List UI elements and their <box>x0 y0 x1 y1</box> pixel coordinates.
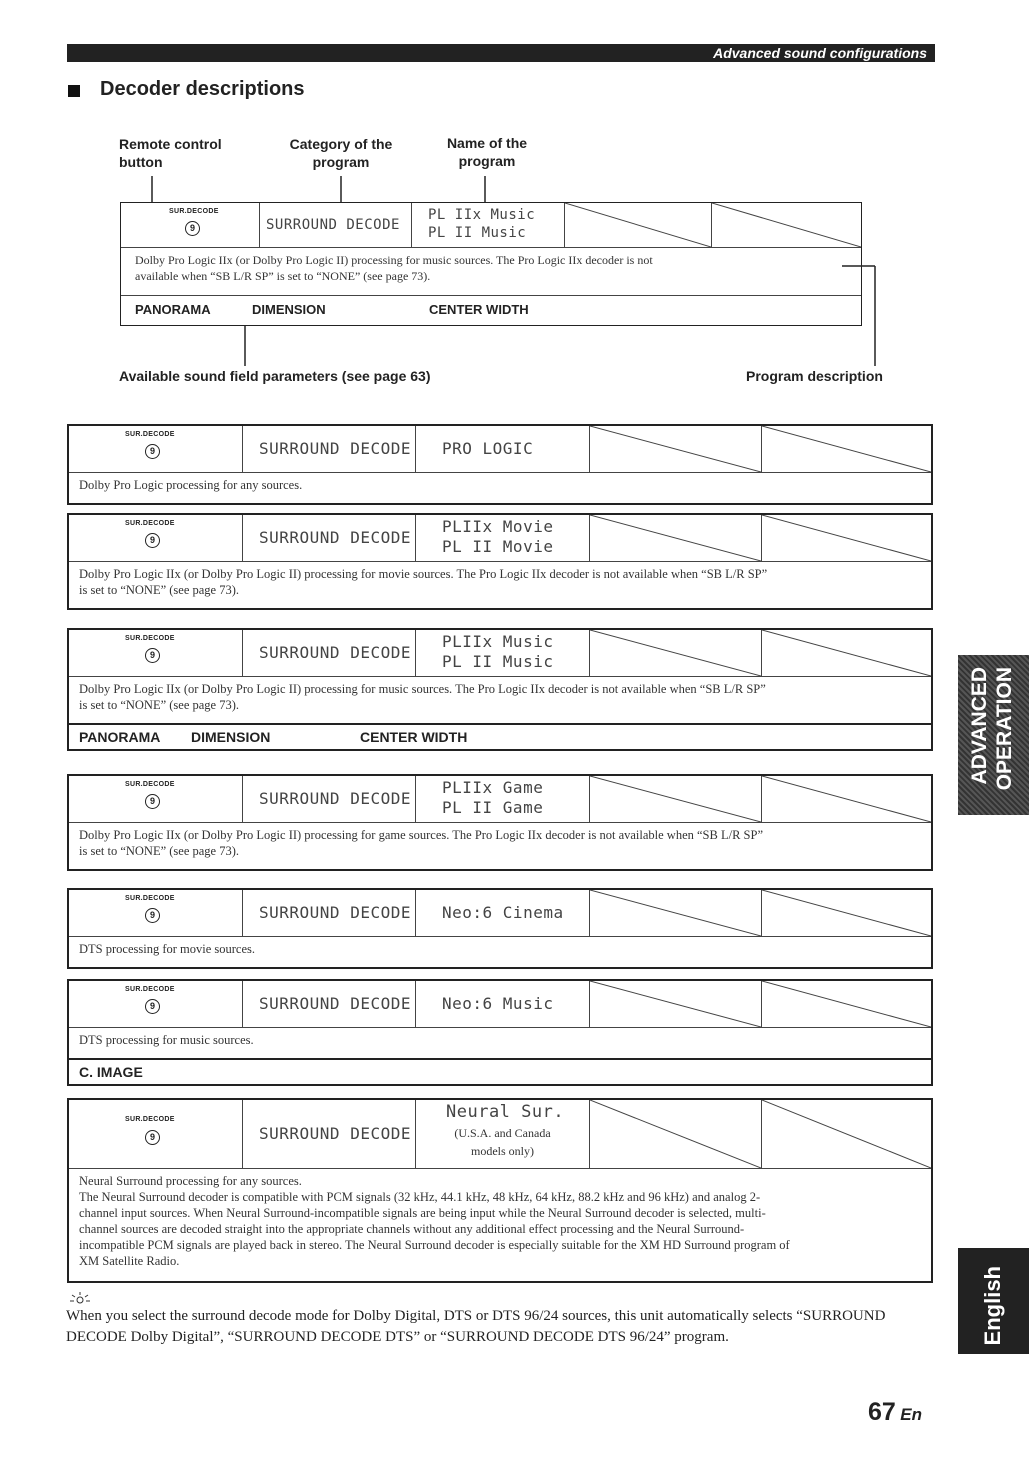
button-label: SUR.DECODE <box>125 1116 175 1123</box>
program-name-cell <box>416 776 590 822</box>
description-line: Neural Surround processing for any sources. <box>79 1174 302 1188</box>
program-name-cell <box>416 1100 590 1168</box>
program-description <box>69 823 931 869</box>
display-cell <box>762 776 931 822</box>
remote-button-cell <box>69 776 243 822</box>
program-block <box>67 628 933 725</box>
display-cell <box>762 515 931 561</box>
program-name-line: PLIIx Movie <box>442 517 554 536</box>
button-label: SUR.DECODE <box>125 520 175 527</box>
category-cell <box>243 1100 416 1168</box>
description-line: Dolby Pro Logic IIx (or Dolby Pro Logic II) processing for music sources. The Pro Logic IIx decoder is not available when “SB L/R SP” <box>79 682 766 696</box>
remote-button-cell <box>69 426 243 472</box>
lightbulb-icon <box>68 1292 92 1306</box>
category-text: SURROUND DECODE <box>259 643 411 662</box>
param-label: PANORAMA <box>135 302 211 317</box>
program-description <box>69 1169 931 1281</box>
program-description <box>69 677 931 723</box>
program-name-line: Neo:6 Cinema <box>442 903 564 922</box>
button-label: SUR.DECODE <box>125 781 175 788</box>
description-line: channel sources are decoded straight into the appropriate channels without any additional effect processing and the Neural Surround- <box>79 1222 745 1236</box>
description-line: is set to “NONE” (see page 73). <box>79 583 240 597</box>
header-title: Advanced sound configurations <box>713 45 927 61</box>
param-label: CENTER WIDTH <box>429 302 529 317</box>
blank-display-slash <box>565 203 711 247</box>
button-label: SUR.DECODE <box>125 431 175 438</box>
remote-button-cell <box>69 890 243 936</box>
desc-caption: Program description <box>746 368 883 384</box>
blank-display-slash <box>762 630 931 676</box>
description-line: Dolby Pro Logic IIx (or Dolby Pro Logic II) processing for game sources. The Pro Logic IIx decoder is not available when “SB L/R SP” <box>79 828 763 842</box>
program-name-line: PRO LOGIC <box>442 439 534 458</box>
display-cell <box>762 630 931 676</box>
sur-decode-button-icon: 9 <box>145 533 160 548</box>
sur-decode-button-icon: 9 <box>145 999 160 1014</box>
description-line: channel input sources. When Neural Surround-incompatible signals are being input while the Neural Surround decoder is selected, multi- <box>79 1206 766 1220</box>
remote-button-cell <box>69 515 243 561</box>
remote-button-cell <box>69 1100 243 1168</box>
param-row <box>67 725 933 751</box>
button-label: SUR.DECODE <box>125 986 175 993</box>
blank-display-slash <box>590 426 761 472</box>
description-line: DTS processing for movie sources. <box>79 942 256 956</box>
remote-button-cell <box>69 630 243 676</box>
program-block <box>67 1098 933 1283</box>
display-cell <box>762 890 931 936</box>
blank-display-slash <box>762 981 931 1027</box>
category-cell <box>243 630 416 676</box>
blank-display-slash <box>762 515 931 561</box>
params-caption: Available sound field parameters (see page 63) <box>119 368 431 384</box>
legend-connectors <box>0 0 1029 400</box>
description-line: is set to “NONE” (see page 73). <box>79 698 240 712</box>
category-cell <box>243 890 416 936</box>
program-block <box>67 979 933 1060</box>
program-name-line: Neo:6 Music <box>442 994 554 1013</box>
description-line: available when “SB L/R SP” is set to “NONE” (see page 73). <box>135 269 431 283</box>
legend-program-name: Name of the program <box>446 135 528 169</box>
legend-category: Category of the program <box>289 136 393 170</box>
display-cell <box>590 1100 762 1168</box>
program-name-cell <box>416 630 590 676</box>
blank-display-slash <box>590 630 761 676</box>
tip-line: When you select the surround decode mode for Dolby Digital, DTS or DTS 96/24 sources, this unit automatically selects “SURROUND <box>66 1308 886 1324</box>
display-cell <box>762 426 931 472</box>
tip-text <box>66 1306 885 1348</box>
description-line: incompatible PCM signals are played back in stereo. The Neural Surround decoder is especially suitable for the XM HD Surround program of <box>79 1238 790 1252</box>
program-description <box>69 1028 931 1058</box>
program-block <box>67 424 933 505</box>
side-tab-english: English <box>958 1248 1029 1354</box>
program-name-line: PLIIx Game <box>442 778 544 797</box>
blank-display-slash <box>590 1100 761 1168</box>
description-line: Dolby Pro Logic IIx (or Dolby Pro Logic II) processing for music sources. The Pro Logic IIx decoder is not <box>135 253 653 267</box>
blank-display-slash <box>590 515 761 561</box>
program-name-line: PL II Movie <box>442 537 554 556</box>
category-cell <box>243 776 416 822</box>
param-label: C. IMAGE <box>79 1064 143 1080</box>
category-text: SURROUND DECODE <box>259 789 411 808</box>
section-title: Decoder descriptions <box>100 78 305 100</box>
display-cell <box>590 630 762 676</box>
description-line: is set to “NONE” (see page 73). <box>79 844 240 858</box>
button-label: SUR.DECODE <box>125 895 175 902</box>
category-cell <box>243 515 416 561</box>
program-name-cell <box>416 515 590 561</box>
program-name-cell <box>416 426 590 472</box>
description-line: XM Satellite Radio. <box>79 1254 180 1268</box>
display-cell <box>590 890 762 936</box>
param-row <box>67 1060 933 1086</box>
category-text: SURROUND DECODE <box>259 994 411 1013</box>
category-text: SURROUND DECODE <box>259 439 411 458</box>
description-line: The Neural Surround decoder is compatible with PCM signals (32 kHz, 44.1 kHz, 48 kHz, 64 kHz, 88.2 kHz and 96 kHz) and analog 2- <box>79 1190 761 1204</box>
description-line: DTS processing for music sources. <box>79 1033 254 1047</box>
sur-decode-button-icon: 9 <box>145 1130 160 1145</box>
program-description <box>69 473 931 503</box>
program-block <box>67 888 933 969</box>
page-number: 67 En <box>868 1398 922 1426</box>
program-name-line: PL II Music <box>442 652 554 671</box>
blank-display-slash <box>590 776 761 822</box>
program-name-line: PL IIx Music <box>428 207 536 223</box>
program-description <box>69 562 931 608</box>
legend-example-block <box>120 202 862 326</box>
program-description <box>69 937 931 967</box>
category-cell <box>243 426 416 472</box>
blank-display-slash <box>762 890 931 936</box>
program-name-cell <box>416 981 590 1027</box>
blank-display-slash <box>712 203 861 247</box>
sur-decode-button-icon: 9 <box>145 648 160 663</box>
program-block <box>67 513 933 610</box>
category-text: SURROUND DECODE <box>259 1124 411 1143</box>
tip-line: DECODE Dolby Digital”, “SURROUND DECODE DTS” or “SURROUND DECODE DTS 96/24” program. <box>66 1329 729 1345</box>
program-name-cell <box>416 890 590 936</box>
category-text: SURROUND DECODE <box>259 528 411 547</box>
category-cell <box>243 981 416 1027</box>
display-cell <box>762 981 931 1027</box>
display-cell <box>762 1100 931 1168</box>
display-cell <box>590 426 762 472</box>
sur-decode-button-icon: 9 <box>145 794 160 809</box>
button-label: SUR.DECODE <box>169 208 219 215</box>
blank-display-slash <box>762 776 931 822</box>
program-name-note: (U.S.A. and Canada models only) <box>454 1126 551 1158</box>
program-block <box>67 774 933 871</box>
side-tab-advanced-operation: ADVANCED OPERATION <box>958 655 1029 815</box>
description-line: Dolby Pro Logic processing for any sources. <box>79 478 303 492</box>
program-name-line: Neural Sur. <box>446 1102 565 1122</box>
blank-display-slash <box>590 890 761 936</box>
param-label: CENTER WIDTH <box>360 729 468 745</box>
display-cell <box>590 776 762 822</box>
sur-decode-button-icon: 9 <box>145 444 160 459</box>
display-cell <box>590 515 762 561</box>
remote-button-cell <box>69 981 243 1027</box>
sur-decode-button-icon: 9 <box>185 221 200 236</box>
blank-display-slash <box>762 426 931 472</box>
category-text: SURROUND DECODE <box>259 903 411 922</box>
legend-remote-button: Remote control button <box>119 136 222 170</box>
category-text: SURROUND DECODE <box>266 217 400 233</box>
blank-display-slash <box>590 981 761 1027</box>
button-label: SUR.DECODE <box>125 635 175 642</box>
program-name-line: PL II Music <box>428 225 527 241</box>
program-name-line: PLIIx Music <box>442 632 554 651</box>
param-label: DIMENSION <box>252 302 326 317</box>
description-line: Dolby Pro Logic IIx (or Dolby Pro Logic II) processing for movie sources. The Pro Logic IIx decoder is not available when “SB L/R SP” <box>79 567 768 581</box>
display-cell <box>590 981 762 1027</box>
param-label: DIMENSION <box>191 729 271 745</box>
blank-display-slash <box>762 1100 931 1168</box>
program-name-line: PL II Game <box>442 798 544 817</box>
param-label: PANORAMA <box>79 729 161 745</box>
sur-decode-button-icon: 9 <box>145 908 160 923</box>
